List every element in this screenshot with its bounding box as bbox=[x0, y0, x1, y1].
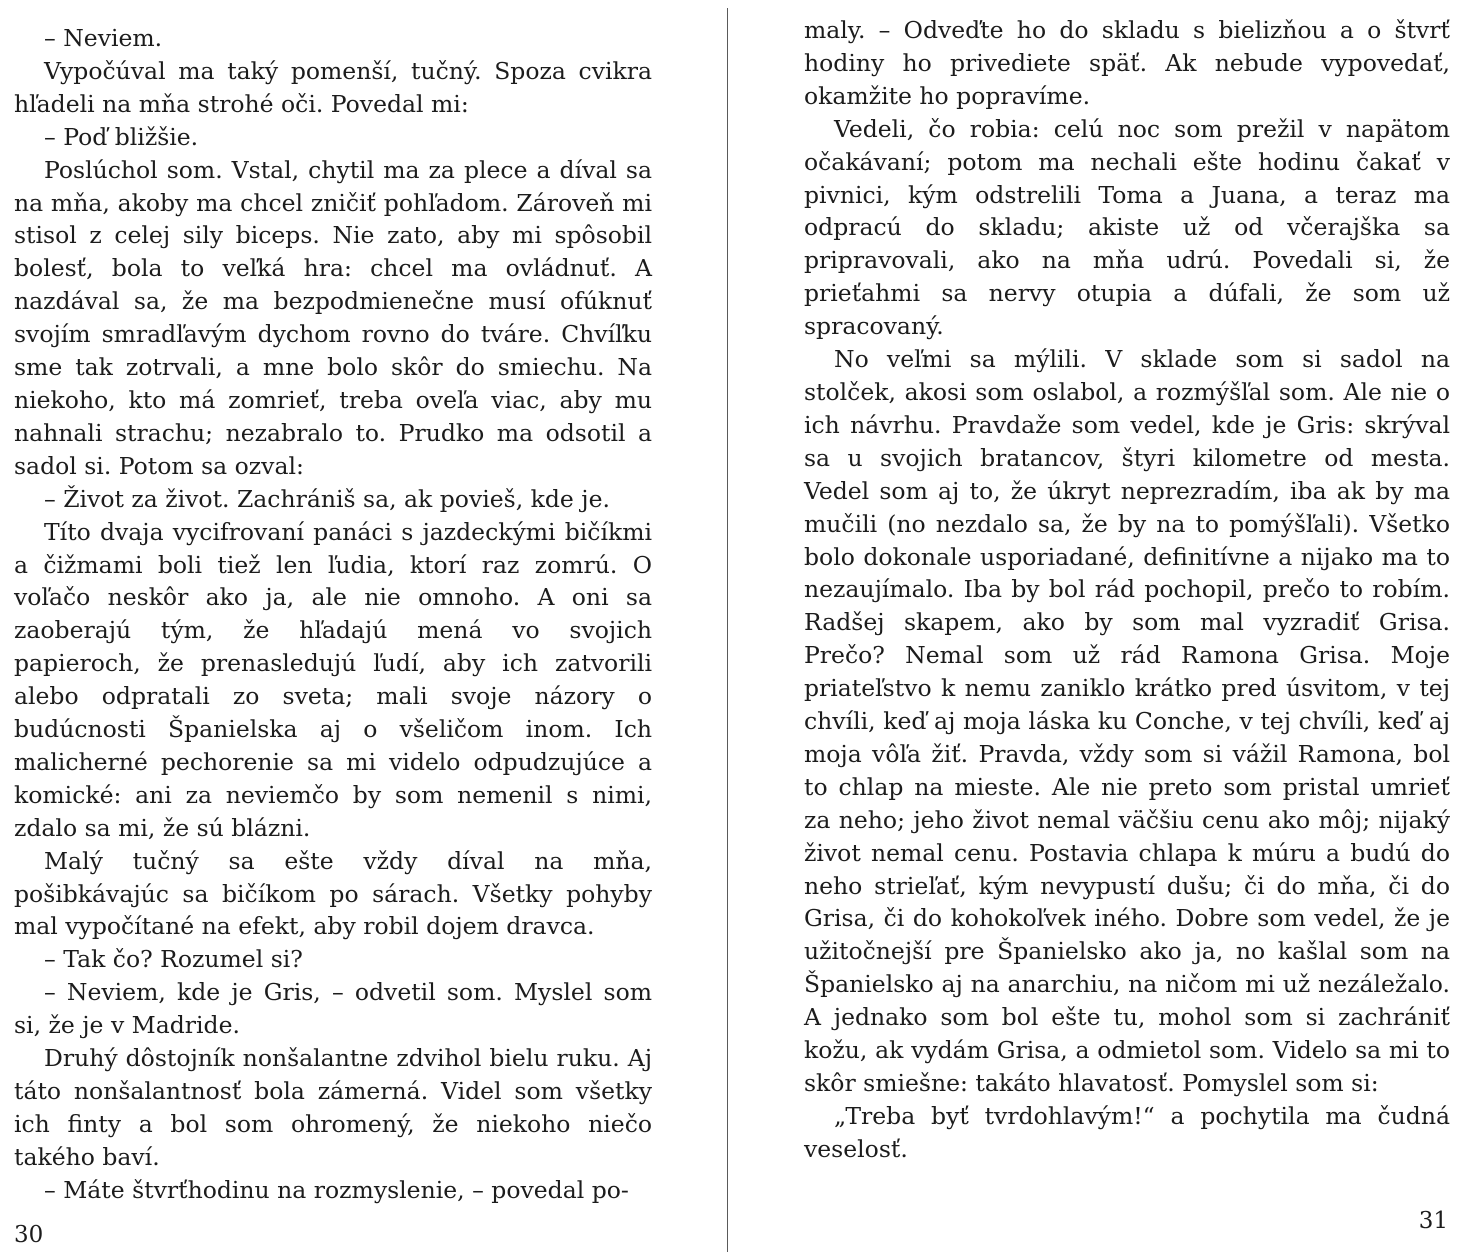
book-gutter-divider bbox=[727, 8, 728, 1252]
paragraph: No veľmi sa mýlili. V sklade som si sadol na stolček, akosi som oslabol, a rozmýšľal som. Ale nie o ich návrhu. Pravdaže som vedel, kde je Gris: skrýval sa u svojich bratancov, štyri kilometre od mesta. Vedel som aj to, že úkryt neprezradím, iba ak by ma mučili (no nezdalo sa, že by na to pomýšľali). Všetko bolo dokonale usporiadané, definitívne a nijako ma to nezaujímalo. Iba by bol rád pochopil, prečo to robím. Radšej skapem, ako by som mal vyzradiť Grisa. Prečo? Nemal som už rád Ramona Grisa. Moje priateľstvo k nemu zaniklo krátko pred úsvitom, v tej chvíli, keď aj moja láska ku Conche, v tej chvíli, keď aj moja vôľa žiť. Pravda, vždy som si vážil Ramona, bol to chlap na mieste. Ale nie preto som pristal umrieť za neho; jeho život nemal väčšiu cenu ako môj; nijaký život nemal cenu. Postavia chlapa k múru a budú do neho strieľať, kým nevypustí dušu; či do mňa, či do Grisa, či do kohokoľvek iného. Dobre som vedel, že je užitočnejší pre Španielsko ako ja, no kašlal som na Španielsko aj na anarchiu, na ničom mi už nezáležalo. A jednako som bol ešte tu, mohol som si zachrániť kožu, ak vydám Grisa, a odmietol som. Videlo sa mi to skôr smiešne: takáto hlavatosť. Pomyslel som si: bbox=[804, 345, 1450, 1097]
paragraph: Malý tučný sa ešte vždy díval na mňa, pošibkávajúc sa bičíkom po sárach. Všetky pohyby mal vypočítané na efekt, aby robil dojem dravca. bbox=[14, 846, 652, 941]
paragraph-continuation: maly. – Odveďte ho do skladu s bielizňou a o štvrť hodiny ho privediete späť. Ak nebude vypovedať, okamžite ho popravíme. bbox=[804, 16, 1450, 110]
paragraph: Poslúchol som. Vstal, chytil ma za plece a díval sa na mňa, akoby ma chcel zničiť pohľadom. Zároveň mi stisol z celej sily biceps. Nie zato, aby mi spôsobil bolesť, bola to veľká hra: chcel ma ovládnuť. A nazdával sa, že ma bezpodmienečne musí ofúknuť svojím smradľavým dychom rovno do tváre. Chvíľku sme tak zotrvali, a mne bolo skôr do smiechu. Na niekoho, kto má zomrieť, treba oveľa viac, aby mu nahnali strachu; nezabralo to. Prudko ma odsotil a sadol si. Potom sa ozval: bbox=[14, 155, 652, 480]
paragraph: – Neviem. bbox=[44, 24, 163, 52]
paragraph: Títo dvaja vycifrovaní panáci s jazdeckými bičíkmi a čižmami boli tiež len ľudia, ktorí raz zomrú. O voľačo neskôr ako ja, ale nie omnoho. A oni sa zaoberajú tým, že hľadajú mená vo svojich papieroch, že prenasledujú ľudí, aby ich zatvorili alebo odpratali zo sveta; mali svoje názory o budúcnosti Španielska aj o všeličom inom. Ich malicherné pechorenie sa mi videlo odpudzujúce a komické: ani za neviemčo by som nemenil s nimi, zdalo sa mi, že sú blázni. bbox=[14, 517, 652, 842]
right-page bbox=[742, 0, 1462, 1256]
right-page-text bbox=[804, 14, 1450, 1166]
paragraph: – Poď bližšie. bbox=[44, 122, 199, 151]
paragraph: – Neviem, kde je Gris, – odvetil som. Myslel som si, že je v Madride. bbox=[14, 978, 652, 1040]
left-page-text bbox=[14, 22, 652, 1207]
page-number: 30 bbox=[14, 1222, 44, 1248]
page-number: 31 bbox=[1418, 1208, 1448, 1234]
left-page bbox=[0, 0, 718, 1256]
paragraph: „Treba byť tvrdohlavým!“ a pochytila ma čudná veselosť. bbox=[804, 1101, 1450, 1163]
paragraph: Vedeli, čo robia: celú noc som prežil v napätom očakávaní; potom ma nechali ešte hodinu čakať v pivnici, kým odstrelili Toma a Juana, a teraz ma odpracú do skladu; akiste už od včerajška sa pripravovali, ako na mňa udrú. Povedali si, že prieťahmi sa nervy otupia a dúfali, že som už spracovaný. bbox=[804, 114, 1450, 341]
paragraph: Druhý dôstojník nonšalantne zdvihol bielu ruku. Aj táto nonšalantnosť bola zámerná. Videl som všetky ich finty a bol som ohromený, že niekoho niečo takého baví. bbox=[14, 1044, 652, 1171]
paragraph: – Tak čo? Rozumel si? bbox=[44, 945, 303, 974]
paragraph: – Život za život. Zachrániš sa, ak povieš, kde je. bbox=[44, 484, 610, 513]
paragraph: Vypočúval ma taký pomenší, tučný. Spoza cvikra hľadeli na mňa strohé oči. Povedal mi: bbox=[14, 56, 652, 118]
paragraph: – Máte štvrťhodinu na rozmyslenie, – povedal po- bbox=[44, 1175, 629, 1204]
